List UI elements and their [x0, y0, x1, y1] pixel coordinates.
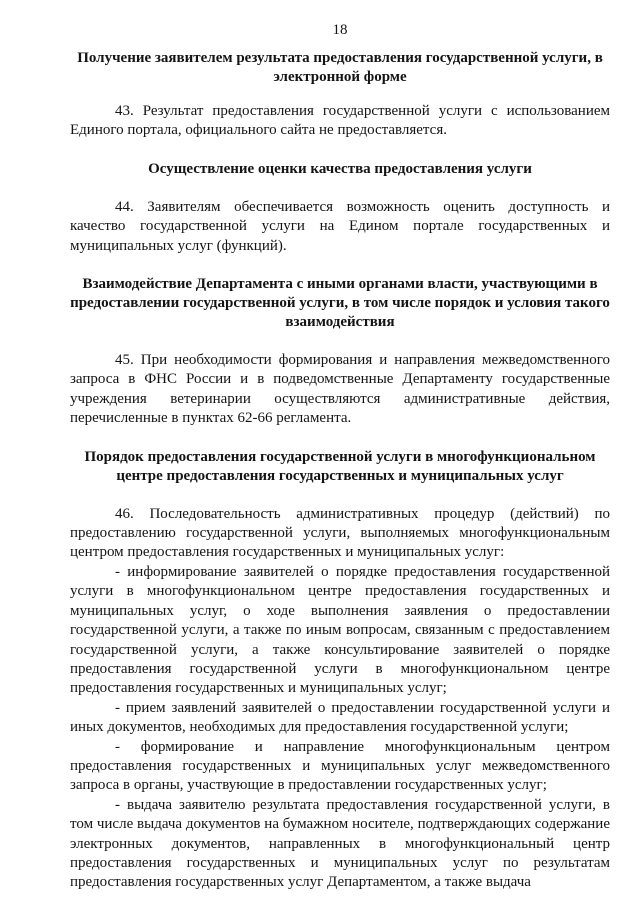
- paragraph-46: 46. Последовательность административных процедур (действий) по предоставлению государственной услуги, выполняемых многофункциональным центром предоставления государственных и муниципальных услуг:: [70, 505, 610, 561]
- section-heading-interaction: Взаимодействие Департамента с иными органами власти, участвующими в предоставлении государственной услуги, в том числе порядок и условия такого взаимодействия: [70, 276, 610, 331]
- list-item-interagency-request: - формирование и направление многофункциональным центром предоставления государственных и муниципальных услуг межведомственного запроса в органы, участвующие в предоставлении государственных услуг;: [70, 738, 610, 794]
- list-item-receiving-applications: - прием заявлений заявителей о предоставлении государственной услуги и иных документов, необходимых для предоставления государственной услуги;: [70, 699, 610, 736]
- list-item-informing: - информирование заявителей о порядке предоставления государственной услуги в многофункциональном центре предоставления государственных и муниципальных услуг, о ходе выполнения заявления о предоставлении государственной услуги, а также по иным вопросам, связанным с предоставлением государственной услуги, а также консультирование заявителей о порядке предоставления государственной услуги в многофункциональном центре предоставления государственных и муниципальных услуг;: [70, 563, 610, 697]
- paragraph-45: 45. При необходимости формирования и направления межведомственного запроса в ФНС России и в подведомственные Департаменту государственные учреждения ветеринарии осуществляются административные действия, перечисленные в пунктах 62-66 регламента.: [70, 352, 610, 427]
- section-heading-result-electronic: Получение заявителем результата предоставления государственной услуги, в электронной форме: [77, 50, 603, 85]
- page-number: 18: [332, 22, 348, 38]
- section-heading-quality-assessment: Осуществление оценки качества предоставления услуги: [148, 160, 532, 177]
- list-item-issuing-result: - выдача заявителю результата предоставления государственной услуги, в том числе выдача документов на бумажном носителе, подтверждающих содержание электронных документов, направленных в многофункциональный центр предоставления государственных и муниципальных услуг по результатам предоставления государственных услуг Департаментом, а также выдача: [70, 796, 610, 891]
- paragraph-43: 43. Результат предоставления государственной услуги с использованием Единого портала, официального сайта не предоставляется.: [70, 103, 610, 139]
- section-heading-mfc-procedure: Порядок предоставления государственной услуги в многофункциональном центре предоставления государственных и муниципальных услуг: [84, 448, 596, 484]
- paragraph-44: 44. Заявителям обеспечивается возможность оценить доступность и качество государственной услуги на Едином портале государственных и муниципальных услуг (функций).: [70, 198, 610, 254]
